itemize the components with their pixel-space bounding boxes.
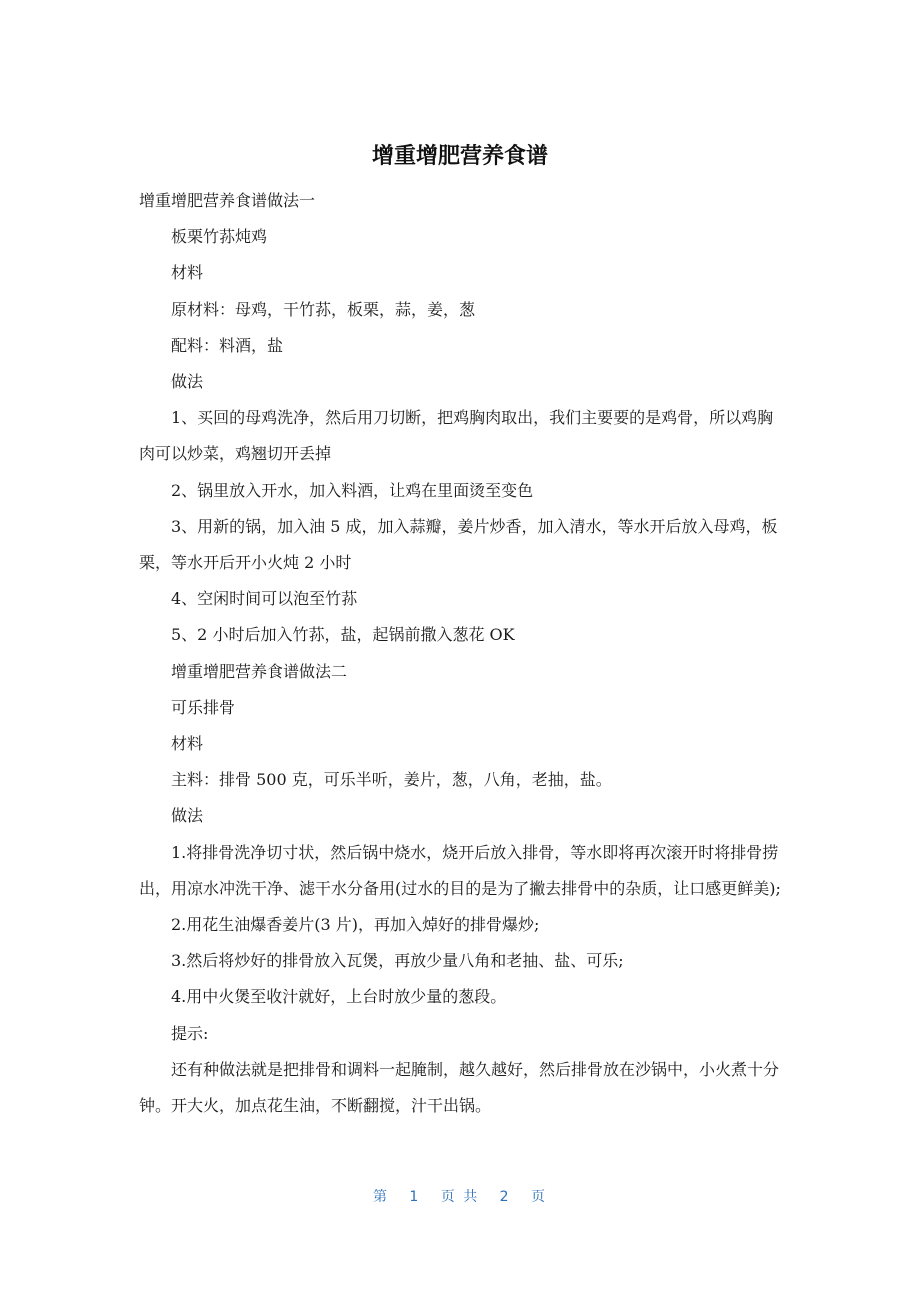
step-1-3: 3、用新的锅，加入油 5 成，加入蒜瓣，姜片炒香，加入清水，等水开后放入母鸡，板栗，等水开后开小火炖 2 小时 bbox=[139, 516, 778, 573]
recipe-name-1: 板栗竹荪炖鸡 bbox=[171, 227, 268, 247]
footer-current-page: 1 bbox=[409, 1189, 421, 1205]
method-heading-2: 做法 bbox=[171, 806, 204, 826]
footer-suffix: 页 bbox=[531, 1189, 548, 1205]
step-1-4: 4、空闲时间可以泡至竹荪 bbox=[171, 589, 358, 609]
document-title: 增重增肥营养食谱 bbox=[371, 144, 548, 169]
tip-heading: 提示: bbox=[171, 1023, 209, 1043]
seasonings-1: 配料：料酒，盐 bbox=[171, 335, 284, 355]
section-heading-2: 增重增肥营养食谱做法二 bbox=[171, 661, 348, 681]
step-1-2: 2、锅里放入开水，加入料酒，让鸡在里面烫至变色 bbox=[171, 480, 534, 500]
main-ingredients-2: 主料：排骨 500 克，可乐半听，姜片，葱，八角，老抽，盐。 bbox=[171, 770, 612, 790]
step-2-1: 1.将排骨洗净切寸状，然后锅中烧水，烧开后放入排骨，等水即将再次滚开时将排骨捞出，用凉水冲洗干净、滤干水分备用(过水的目的是为了撇去排骨中的杂质，让口感更鲜美); bbox=[139, 842, 781, 898]
tip-text: 还有种做法就是把排骨和调料一起腌制，越久越好，然后排骨放在沙锅中，小火煮十分钟。开大火，加点花生油，不断翻搅，汁干出锅。 bbox=[139, 1059, 780, 1116]
footer-prefix: 第 bbox=[372, 1189, 389, 1205]
materials-heading-1: 材料 bbox=[171, 263, 204, 283]
page-number-footer bbox=[0, 1185, 920, 1209]
step-2-3: 3.然后将炒好的排骨放入瓦煲，再放少量八角和老抽、盐、可乐; bbox=[171, 951, 624, 971]
recipe-name-2: 可乐排骨 bbox=[171, 697, 236, 717]
step-2-2: 2.用花生油爆香姜片(3 片)，再加入焯好的排骨爆炒; bbox=[171, 915, 540, 935]
section-heading-1: 增重增肥营养食谱做法一 bbox=[139, 191, 316, 210]
method-heading-1: 做法 bbox=[171, 372, 204, 392]
step-1-5: 5、2 小时后加入竹荪，盐，起锅前撒入葱花 OK bbox=[171, 625, 515, 645]
footer-middle: 页 共 bbox=[440, 1189, 480, 1205]
document-body bbox=[139, 183, 782, 1124]
footer-total-pages: 2 bbox=[499, 1189, 511, 1205]
raw-materials-1: 原材料：母鸡，干竹荪，板栗，蒜，姜，葱 bbox=[171, 299, 476, 319]
step-2-4: 4.用中火煲至收汁就好，上台时放少量的葱段。 bbox=[171, 987, 507, 1007]
step-1-1: 1、买回的母鸡洗净，然后用刀切断，把鸡胸肉取出，我们主要要的是鸡骨，所以鸡胸肉可以炒菜，鸡翘切开丢掉 bbox=[139, 408, 774, 464]
materials-heading-2: 材料 bbox=[171, 734, 204, 754]
